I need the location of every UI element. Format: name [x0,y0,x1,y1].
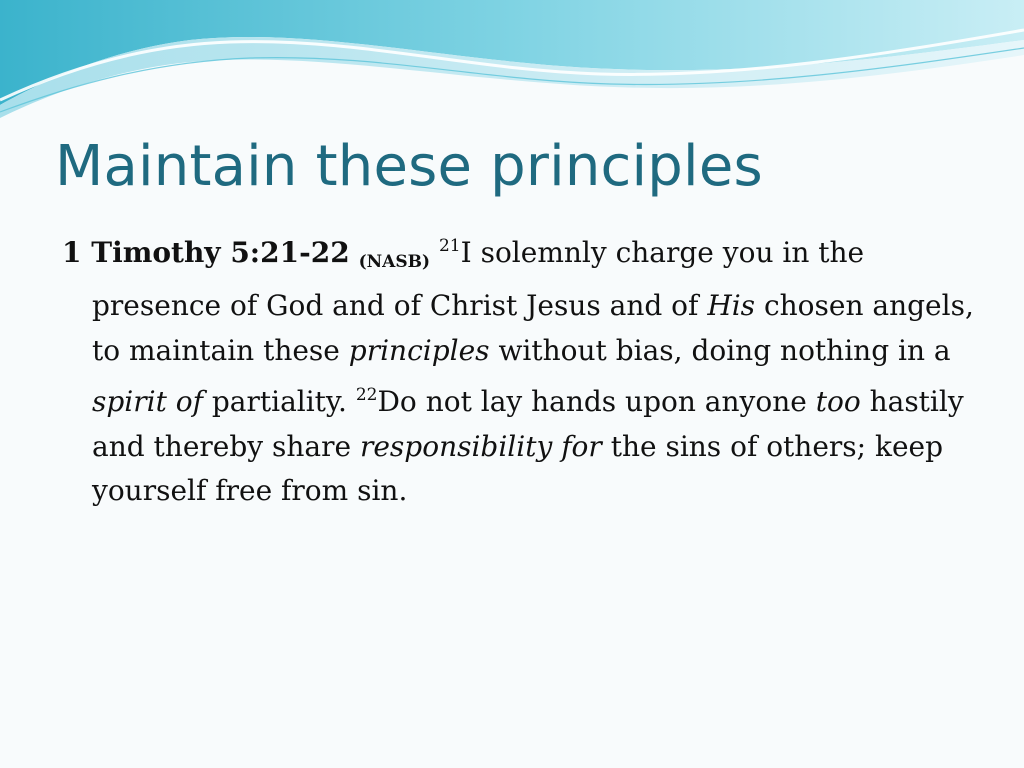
bible-version: (NASB) [358,252,431,272]
verse-number: 21 [438,236,461,256]
header-wave-decoration [0,0,1024,130]
passage-italic-text: responsibility for [359,429,602,463]
passage-text: chosen angels, to maintain these [92,289,974,367]
passage-text: I solemnly charge you in the presence of God and of Christ Jesus and of [92,236,865,323]
passage-italic-text: spirit of [92,385,203,419]
passage-text: without bias, doing nothing in a [489,333,951,367]
verse-number: 22 [355,385,378,406]
passage-text: Do not lay hands upon anyone [377,385,816,419]
passage-text: the sins of others; keep yourself free from sin. [92,429,944,508]
slide-title: Maintain these principles [55,134,763,199]
passage-body [62,224,982,513]
passage-italic-text: too [815,385,861,419]
passage-text: partiality. [202,385,356,419]
passage-italic-text: principles [348,333,490,367]
passage-text: hastily and thereby share [92,385,964,463]
passage-italic-text: His [707,289,756,323]
scripture-passage [62,224,982,513]
scripture-reference: 1 Timothy 5:21-22 [62,236,350,269]
